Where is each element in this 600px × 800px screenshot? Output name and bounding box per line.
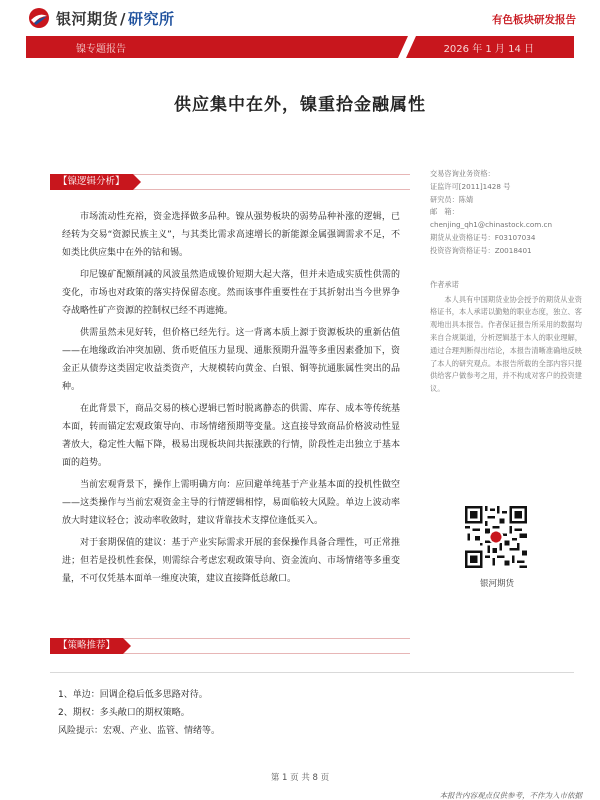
info-line: 投资咨询资格证号：Z0018401	[430, 245, 532, 255]
paragraph: 对于套期保值的建议：基于产业实际需求开展的套保操作具备合理性，可正常推进；但若是投机性套保，则需综合考虑宏观政策导向、资金流向、市场情绪等多重变量，不可仅凭基本面单一维度决策，建议直接降低总敞口。	[62, 538, 400, 584]
paragraph: 当前宏观背景下，操作上需明确方向：应回避单纯基于产业基本面的投机性做空——这类操作与当前宏观资金主导的行情逻辑相悖，易面临较大风险。单边上波动率放大时建议轻仓；波动率收敛时，建议背靠技术支撑位逢低买入。	[62, 480, 400, 526]
section-strategy-tag: 【策略推荐】	[50, 638, 123, 654]
paragraph: 供需虽然未见好转，但价格已经先行。这一背离本质上源于资源板块的重新估值——在地缘政治冲突加剧、货币贬值压力显现、通胀预期升温等多重因素叠加下，资金正从债券这类固定收益类资产，大规模转向黄金、白银、铜等抗通胀属性突出的品种。	[62, 328, 400, 392]
page-header	[0, 0, 600, 36]
side-info-column	[430, 168, 582, 396]
logo-separator: /	[120, 9, 126, 28]
report-banner	[26, 36, 574, 58]
company-logo[interactable]	[28, 5, 175, 31]
report-date: 2026 年 1 月 14 日	[443, 44, 534, 55]
paragraph: 印尼镍矿配额削减的风波虽然造成镍价短期大起大落，但并未造成实质性供需的变化，市场也对政策的落实持保留态度。然而该事件重要性在于其折射出当今世界争夺战略性矿产资源的控制权已经不再遮掩。	[62, 270, 400, 316]
logo-text	[56, 8, 175, 29]
strategy-item: 1、单边：回调企稳后低多思路对待。	[58, 690, 208, 700]
analyst-email[interactable]: chenjing_qh1@chinastock.com.cn	[430, 220, 553, 230]
section-strategy-header	[50, 638, 410, 654]
footer-disclaimer: 本报告内容观点仅供参考，不作为入市依据	[439, 791, 582, 800]
banner-slash-decoration	[394, 36, 424, 58]
strategy-list	[58, 686, 398, 740]
galaxy-logo-icon	[28, 7, 50, 29]
info-line: 期货从业资格证号：F03107034	[430, 232, 536, 242]
page-number: 第 1 页 共 8 页	[270, 773, 330, 783]
report-type-label: 有色板块研发报告	[492, 14, 576, 26]
section-logic-header	[50, 174, 410, 190]
qr-code-icon	[465, 506, 527, 568]
section-logic-tag: 【镍逻辑分析】	[50, 174, 133, 190]
strategy-item: 风险提示：宏观、产业、监管、情绪等。	[58, 726, 221, 736]
paragraph: 市场流动性充裕，资金选择做多品种。镍从强势板块的弱势品种补涨的逻辑，已经转为交易“资源民族主义”，与其类比需求高速增长的新能源金属强调需求不足，不如类比供应集中在外的钴和锡。	[62, 212, 400, 258]
info-line: 证监许可[2011]1428 号	[430, 181, 511, 191]
paragraph: 在此背景下，商品交易的核心逻辑已暂时脱离静态的供需、库存、成本等传统基本面，转而锚定宏观政策导向、市场情绪预期等变量。这直接导致商品价格波动性显著放大，稳定性大幅下降，极易出现板块间共振涨跌的行情，阶段性走出独立于基本面的趋势。	[62, 404, 400, 468]
author-statement: 本人具有中国期货业协会授予的期货从业资格证书，本人承诺以勤勉的职业态度，独立、客观地出具本报告。作者保证报告所采用的数据均来自合规渠道，分析逻辑基于本人的职业理解，通过合理判断得出结论，本报告清晰准确地反映了本人的研究观点。本报告所载的全部内容只提供给客户做参考之用，并不构成对客户的投资建议。	[430, 294, 582, 394]
logo-institute-name: 研究所	[128, 9, 175, 28]
info-line: 交易咨询业务资格：	[430, 169, 495, 178]
qr-code[interactable]	[465, 506, 531, 572]
qr-code-label: 银河期货	[480, 579, 515, 589]
strategy-item: 2、期权：多头敞口的期权策略。	[58, 708, 190, 718]
info-line: 邮 箱：	[430, 207, 459, 217]
page-title: 供应集中在外，镍重拾金融属性	[174, 95, 426, 115]
analysis-body	[62, 208, 400, 592]
logo-org-name: 银河期货	[56, 9, 119, 28]
report-category: 镍专题报告	[76, 44, 126, 55]
author-statement-title: 作者承诺	[430, 279, 459, 289]
info-line: 研究员：陈婧	[430, 194, 474, 204]
analyst-info	[430, 168, 582, 258]
section-divider	[50, 672, 574, 673]
